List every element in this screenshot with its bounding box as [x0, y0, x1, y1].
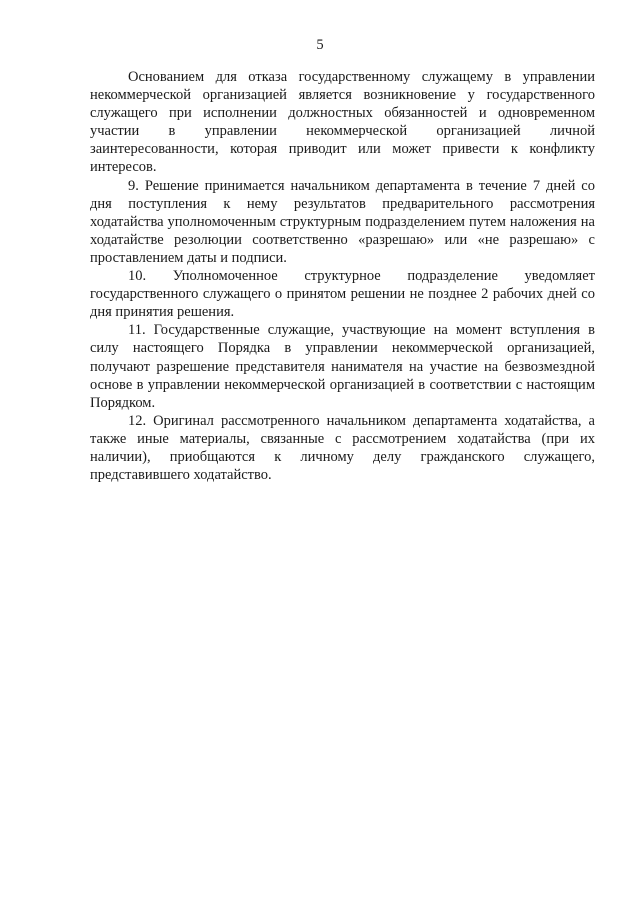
paragraph-12-original-filing: 12. Оригинал рассмотренного начальником департамента ходатайства, а также иные материалы, связанные с рассмотрением ходатайства (при их наличии), приобщаются к личному делу гражданского служащего, представившего ходатайство.	[90, 412, 595, 484]
paragraph-9-decision: 9. Решение принимается начальником департамента в течение 7 дней со дня поступления к нему результатов предварительного рассмотрения ходатайства уполномоченным структурным подразделением путем наложения на ходатайстве резолюции соответственно «разрешаю» или «не разрешаю» с проставлением даты и подписи.	[90, 177, 595, 266]
paragraph-11-existing-participation: 11. Государственные служащие, участвующие на момент вступления в силу настоящего Порядка в управлении некоммерческой организацией, получают разрешение представителя нанимателя на участие на безвозмездной основе в управлении некоммерческой организацией в соответствии с настоящим Порядком.	[90, 322, 595, 411]
page-number: 5	[316, 37, 324, 53]
paragraph-refusal-grounds: Основанием для отказа государственному служащему в управлении некоммерческой организацией является возникновение у государственного служащего при исполнении должностных обязанностей и одновременном участии в управлении некоммерческой организацией личной заинтересованности, которая приводит или может привести к конфликту интересов.	[90, 69, 595, 176]
paragraph-10-notification: 10. Уполномоченное структурное подразделение уведомляет государственного служащего о принятом решении не позднее 2 рабочих дней со дня принятия решения.	[90, 268, 595, 321]
document-body	[90, 68, 595, 484]
